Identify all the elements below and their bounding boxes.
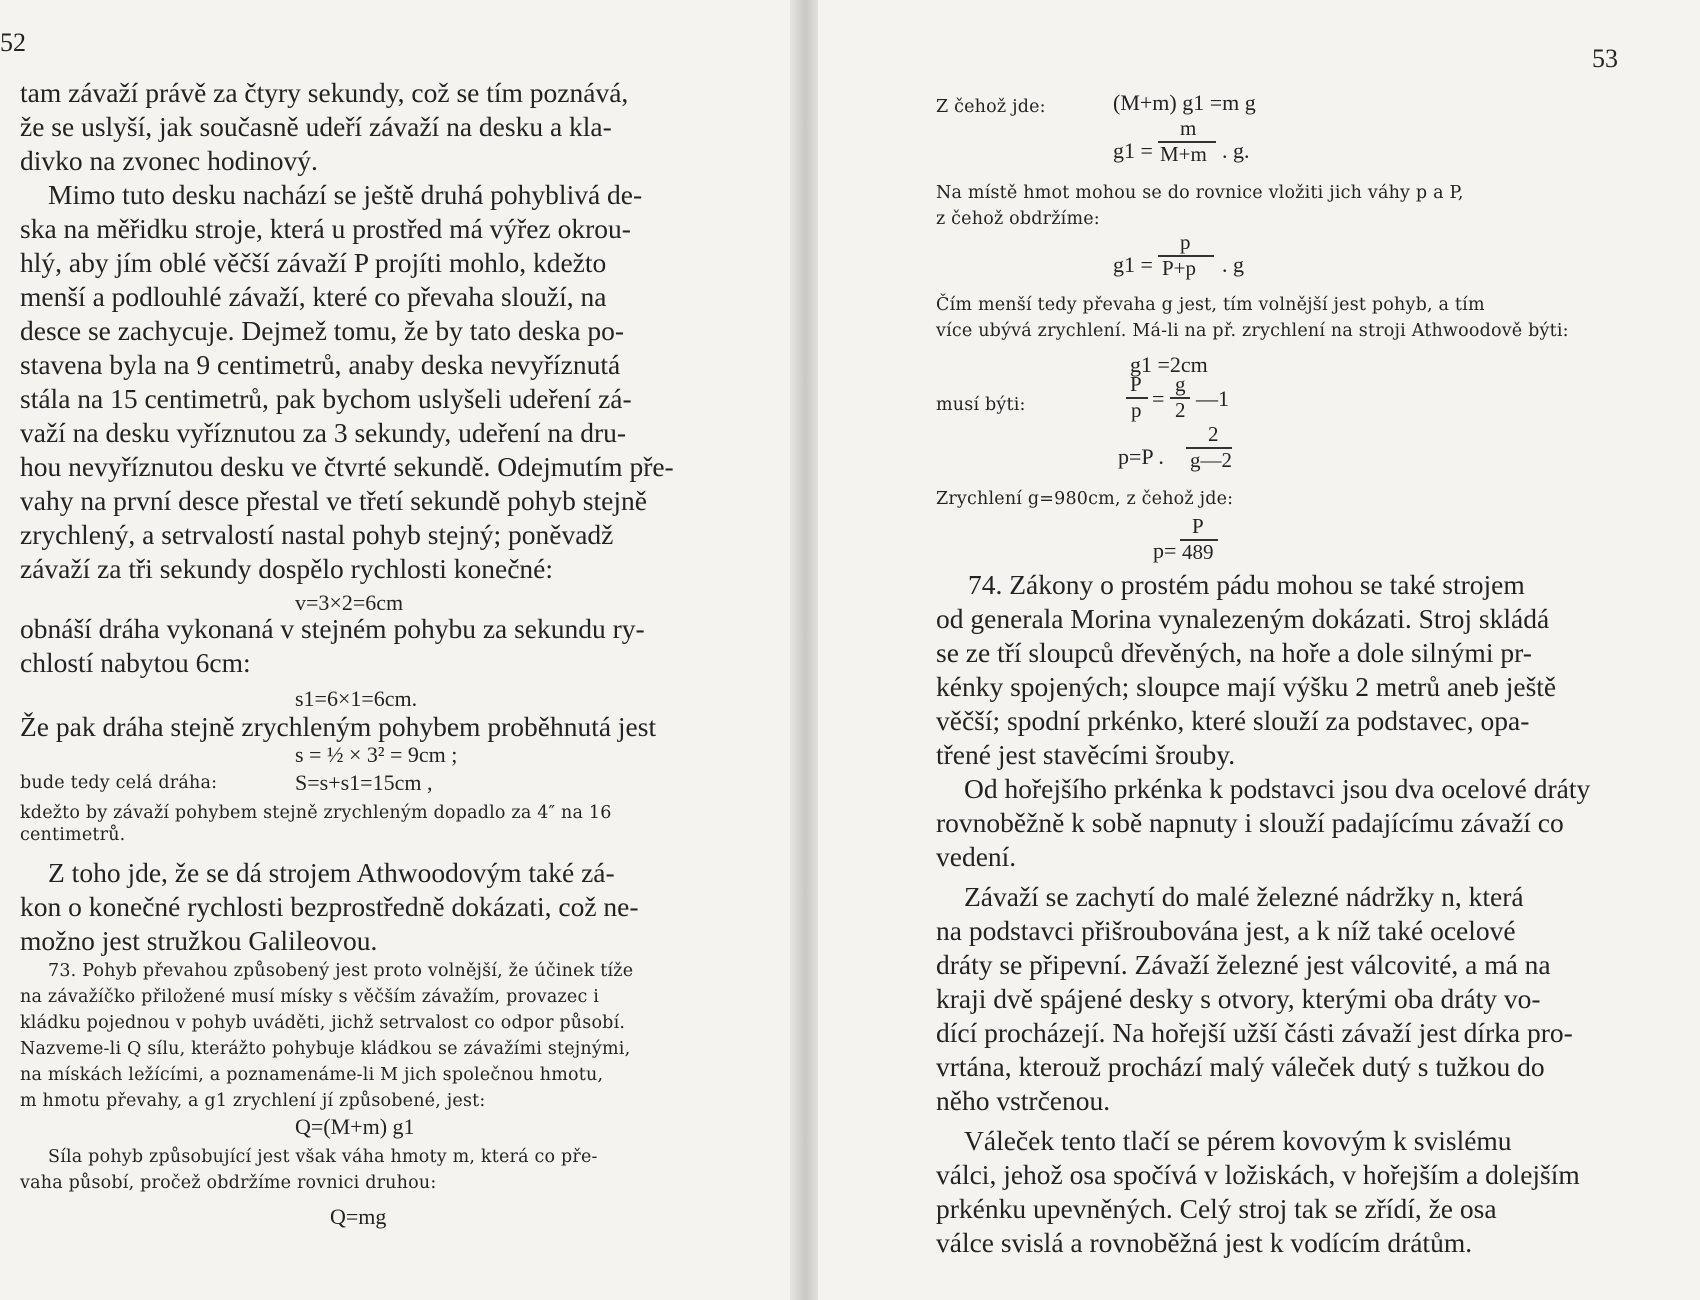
text-line: kon o konečné rychlosti bezprostředně dokázati, což ne- (20, 891, 639, 922)
text-line: válci, jehož osa spočívá v ložiskách, v hořejším a dolejším (936, 1159, 1580, 1190)
text-line: 74. Zákony o prostém pádu mohou se také strojem (968, 569, 1525, 600)
text-line: možno jest stružkou Galileovou. (20, 925, 378, 956)
formula-5-tail: —1 (1196, 386, 1229, 411)
text-line: věčší; spodní prkénko, které slouží za podstavec, opa- (936, 705, 1530, 736)
text-line-small: na mískách ležícími, a poznamenáme-li M jich společnou hmotu, (20, 1065, 604, 1085)
numerator: p (1180, 230, 1191, 254)
numerator: g (1175, 372, 1186, 396)
denominator: p (1131, 398, 1142, 422)
text-line: Závaží se zachytí do malé železné nádržky n, která (964, 881, 1524, 912)
numerator: m (1180, 116, 1197, 140)
text-line: Váleček tento tlačí se pérem kovovým k svislému (964, 1125, 1512, 1156)
formula-3-lhs: g1 = (1113, 252, 1153, 277)
text-line-small: kdežto by závaží pohybem stejně zrychleným dopadlo za 4″ na 16 (20, 803, 612, 823)
formula-2-lhs: g1 = (1113, 138, 1153, 163)
formula-Qmg: Q=mg (330, 1204, 387, 1229)
text-line: třené jest stavěcími šrouby. (936, 739, 1236, 770)
formula-7-fraction (1180, 514, 1220, 564)
text-line-small: Nazveme-li Q sílu, kterážto pohybuje kládkou se závažími stejnými, (20, 1039, 631, 1059)
text-line-small: Zrychlení g=980cm, z čehož jde: (936, 489, 1234, 509)
text-line: dící procházejí. Na hořejší užší části závaží jest dírka pro- (936, 1017, 1573, 1048)
text-line: Z toho jde, že se dá strojem Athwoodovým také zá- (48, 857, 615, 888)
text-line-small: musí býti: (936, 395, 1026, 415)
text-line: hlý, aby jím oblé věčší závaží P projíti mohlo, kdežto (20, 247, 607, 278)
formula-1: (M+m) g1 =m g (1113, 90, 1256, 115)
denominator: M+m (1160, 142, 1207, 166)
text-line: něho vstrčenou. (936, 1085, 1111, 1116)
formula-5-fraction-a (1126, 372, 1150, 422)
text-line: válce svislá a rovnoběžná jest k vodícím drátům. (936, 1227, 1473, 1258)
text-line: se ze tří sloupců dřevěných, na hoře a dole silnými pr- (936, 637, 1532, 668)
formula-2-tail: . g. (1222, 138, 1250, 163)
text-line-small: bude tedy celá dráha: (20, 773, 218, 793)
denominator: 489 (1182, 540, 1214, 564)
text-line: dráty se připevní. Závaží železné jest válcovité, a má na (936, 949, 1551, 980)
text-line: ska na měřidku stroje, která u prostřed má výřez okrou- (20, 213, 631, 244)
text-line: divko na zvonec hodinový. (20, 145, 318, 176)
right-page-number: 53 (1592, 44, 1618, 73)
formula-3-fraction (1158, 230, 1218, 280)
text-line-small: na závažíčko přiložené musí mísky s věčším závažím, provazec i (20, 987, 600, 1007)
formula-5-equals: = (1152, 386, 1165, 411)
text-line: desce se zachycuje. Dejmež tomu, že by tato deska po- (20, 315, 624, 346)
text-line: že se uslyší, jak současně udeří závaží na desku a kla- (20, 111, 612, 142)
text-line: tam závaží právě za čtyry sekundy, což se tím poznává, (20, 77, 629, 108)
text-line: Že pak dráha stejně zrychleným pohybem proběhnutá jest (20, 711, 657, 742)
text-line-small: 73. Pohyb převahou způsobený jest proto volnější, že účinek tíže (48, 961, 634, 981)
denominator: P+p (1162, 256, 1197, 280)
text-line: od generala Morina vynalezeným dokázati. Stroj skládá (936, 603, 1550, 634)
text-line: stála na 15 centimetrů, pak bychom uslyšeli udeření zá- (20, 383, 632, 414)
text-line: prkénku upevněných. Celý stroj tak se zřídí, že osa (936, 1193, 1497, 1224)
text-line-small: z čehož obdržíme: (936, 209, 1100, 229)
text-line-small: kládku pojednou v pohyb uváděti, jichž setrvalost co odpor působí. (20, 1013, 626, 1033)
left-page (0, 0, 790, 1300)
text-line-small: Z čehož jde: (936, 97, 1046, 117)
formula-s1: s1=6×1=6cm. (295, 686, 418, 711)
formula-6-fraction (1186, 422, 1234, 472)
text-line: závaží za tři sekundy dospělo rychlosti konečné: (20, 553, 554, 584)
denominator: 2 (1175, 398, 1186, 422)
right-page (818, 0, 1700, 1300)
formula-7-lhs: p= (1153, 538, 1177, 563)
text-line: vahy na první desce přestal ve třetí sekundě pohyb stejně (20, 485, 647, 516)
numerator: P (1192, 514, 1204, 538)
formula-5-fraction-b (1170, 372, 1192, 422)
text-line-small: Čím menší tedy převaha g jest, tím volnější jest pohyb, a tím (936, 295, 1485, 315)
numerator: 2 (1208, 422, 1219, 446)
formula-6-lhs: p=P . (1118, 444, 1164, 469)
text-line: važí na desku vyříznutou za 3 sekundy, udeření na dru- (20, 417, 627, 448)
formula-4: g1 =2cm (1130, 352, 1208, 377)
text-line: na podstavci přišroubována jest, a k níž také ocelové (936, 915, 1516, 946)
formula-S: S=s+s1=15cm , (295, 770, 433, 795)
text-line: zrychlený, a setrvalostí nastal pohyb stejný; poněvadž (20, 519, 614, 550)
book-gutter (790, 0, 818, 1300)
text-line: Mimo tuto desku nachází se ještě druhá pohyblivá de- (48, 179, 643, 210)
text-line: hou nevyříznutou desku ve čtvrté sekundě. Odejmutím pře- (20, 451, 674, 482)
text-line-small: m hmotu převahy, a g1 zrychlení jí způsobené, jest: (20, 1091, 486, 1111)
text-line: chlostí nabytou 6cm: (20, 647, 251, 678)
text-line-small: Na místě hmot mohou se do rovnice vložiti jich váhy p a P, (936, 183, 1464, 203)
text-line: menší a podlouhlé závaží, které co převaha slouží, na (20, 281, 607, 312)
text-line: Od hořejšího prkénka k podstavci jsou dva ocelové dráty (964, 773, 1591, 804)
formula-s: s = ½ × 3² = 9cm ; (295, 742, 458, 767)
formula-v: v=3×2=6cm (295, 590, 404, 615)
text-line: vedení. (936, 841, 1017, 872)
formula-3-tail: . g (1222, 252, 1244, 277)
text-line-small: Síla pohyb způsobující jest však váha hmoty m, která co pře- (48, 1147, 598, 1167)
text-line: rovnoběžně k sobě napnuty i slouží padajícímu závaží co (936, 807, 1564, 838)
text-line: kénky spojených; sloupce mají výšku 2 metrů aneb ještě (936, 671, 1557, 702)
numerator: P (1130, 372, 1142, 396)
text-line-small: vaha působí, pročež obdržíme rovnici druhou: (20, 1173, 437, 1193)
text-line: vrtána, kterouž prochází malý váleček dutý s tužkou do (936, 1051, 1545, 1082)
denominator: g—2 (1190, 448, 1232, 472)
formula-Q: Q=(M+m) g1 (295, 1114, 415, 1139)
text-line: stavena byla na 9 centimetrů, anaby deska nevyříznutá (20, 349, 621, 380)
text-line-small: centimetrů. (20, 825, 126, 845)
left-page-number: 52 (0, 28, 26, 57)
text-line-small: více ubývá zrychlení. Má-li na př. zrychlení na stroji Athwoodově býti: (936, 321, 1569, 341)
text-line: obnáší dráha vykonaná v stejném pohybu za sekundu ry- (20, 613, 645, 644)
formula-2-fraction (1158, 116, 1218, 166)
text-line: kraji dvě spájené desky s otvory, kterými oba dráty vo- (936, 983, 1541, 1014)
